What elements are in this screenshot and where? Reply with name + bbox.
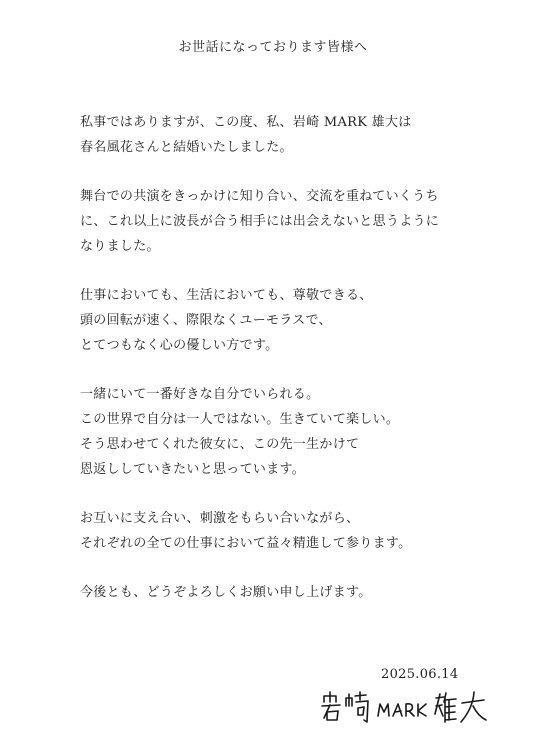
text-line: なりました。 <box>80 239 160 254</box>
paragraph-1 <box>80 110 500 160</box>
text-line: に、これ以上に波長が合う相手には出会えないと思うように <box>80 214 440 229</box>
text-line: 仕事においても、生活においても、尊敬できる、 <box>80 288 373 303</box>
text-line: お互いに支え合い、刺激をもらい合いながら、 <box>80 511 360 526</box>
paragraph-5 <box>80 506 500 556</box>
text-line: 一緒にいて一番好きな自分でいられる。 <box>80 387 320 402</box>
paragraph-3 <box>80 283 500 358</box>
paragraph-6 <box>80 580 500 605</box>
text-line: 恩返ししていきたいと思っています。 <box>80 462 306 477</box>
text-line: それぞれの全ての仕事において益々精進して参ります。 <box>80 536 412 551</box>
handwritten-signature <box>318 688 488 728</box>
paragraph-2 <box>80 184 500 259</box>
text-line: 春名風花さんと結婚いたしました。 <box>80 140 293 155</box>
text-line: そう思わせてくれた彼女に、この先一生かけて <box>80 437 360 452</box>
text-line: 今後とも、どうぞよろしくお願い申し上げます。 <box>80 585 372 600</box>
text-line: 舞台での共演をきっかけに知り合い、交流を重ねていくうち <box>80 189 439 204</box>
letter-title: お世話になっております皆様へ <box>178 40 368 55</box>
text-line: とてつもなく心の優しい方です。 <box>80 338 279 353</box>
paragraph-4 <box>80 382 500 482</box>
text-line: 頭の回転が速く、際限なくユーモラスで、 <box>80 313 332 328</box>
letter-date: 2025.06.14 <box>381 667 459 682</box>
letter-body <box>80 110 500 629</box>
text-line: この世界で自分は一人ではない。生きていて楽しい。 <box>80 412 400 427</box>
text-line: 私事ではありますが、この度、私、岩崎 MARK 雄大は <box>80 115 412 130</box>
